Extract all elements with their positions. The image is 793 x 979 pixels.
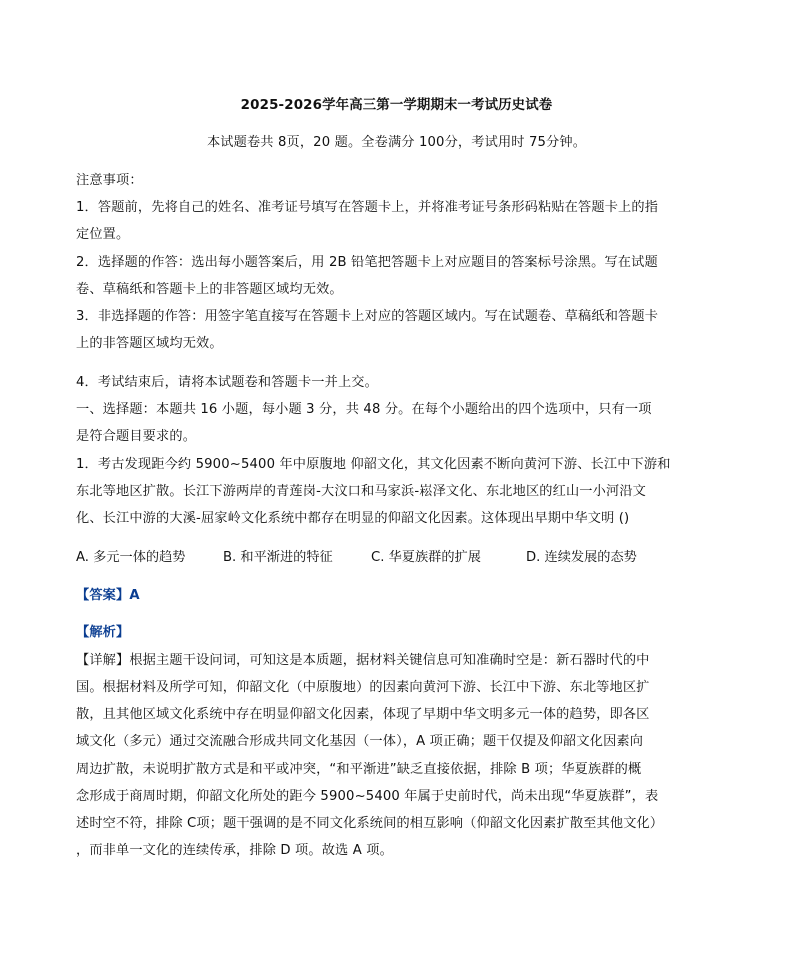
note-line: 4．考试结束后，请将本试题卷和答题卡一并上交。: [76, 375, 378, 390]
page-title: 2025-2026学年高三第一学期期末一考试历史试卷: [240, 98, 553, 113]
analysis-line: 念形成于商周时期，仰韶文化所处的距今 5900~5400 年属于史前时代，尚未出现“华夏族群”，表: [76, 789, 659, 804]
option-d: D. 连续发展的态势: [526, 550, 637, 565]
question-line: 东北等地区扩散。长江下游两岸的青莲岗-大汶口和马家浜-崧泽文化、东北地区的红山一小河沿文: [76, 484, 646, 499]
option-c: C. 华夏族群的扩展: [371, 550, 481, 565]
question-line: 化、长江中游的大溪-屈家岭文化系统中都存在明显的仰韶文化因素。这体现出早期中华文明 (): [76, 511, 630, 526]
section-heading: 是符合题目要求的。: [76, 429, 197, 444]
option-b: B. 和平渐进的特征: [223, 550, 333, 565]
note-line: 上的非答题区域均无效。: [76, 336, 223, 351]
analysis-line: 周边扩散，未说明扩散方式是和平或冲突，“和平渐进”缺乏直接依据，排除 B 项；华夏族群的概: [76, 762, 642, 777]
analysis-line: 述时空不符，排除 C项；题干强调的是不同文化系统间的相互影响（仰韶文化因素扩散至其他文化）: [76, 816, 664, 831]
analysis-line: 散，且其他区域文化系统中存在明显仰韶文化因素，体现了早期中华文明多元一体的趋势，即各区: [76, 707, 650, 722]
note-line: 卷、草稿纸和答题卡上的非答题区域均无效。: [76, 282, 343, 297]
analysis-heading: 【解析】: [76, 625, 130, 640]
section-heading: 一、选择题：本题共 16 小题，每小题 3 分，共 48 分。在每个小题给出的四个选项中，只有一项: [76, 402, 652, 417]
note-line: 定位置。: [76, 227, 130, 242]
analysis-line: ，而非单一文化的连续传承，排除 D 项。故选 A 项。: [76, 843, 393, 858]
question-line: 1．考古发现距今约 5900~5400 年中原腹地 仰韶文化，其文化因素不断向黄河下游、长江中下游和: [76, 457, 671, 472]
analysis-line: 【详解】根据主题干设问词，可知这是本质题，据材料关键信息可知准确时空是：新石器时代的中: [76, 653, 650, 668]
note-line: 1．答题前，先将自己的姓名、准考证号填写在答题卡上，并将准考证号条形码粘贴在答题卡上的指: [76, 200, 659, 215]
note-line: 2．选择题的作答：选出每小题答案后，用 2B 铅笔把答题卡上对应题目的答案标号涂黑。写在试题: [76, 255, 658, 270]
analysis-line: 域文化（多元）通过交流融合形成共同文化基因（一体），A 项正确；题干仅提及仰韶文化因素向: [76, 734, 644, 749]
page-subtitle: 本试题卷共 8页，20 题。全卷满分 100分，考试用时 75分钟。: [206, 135, 587, 150]
option-a: A. 多元一体的趋势: [76, 550, 186, 565]
notes-heading: 注意事项：: [76, 173, 143, 188]
answer-label: 【答案】A: [76, 588, 140, 603]
analysis-line: 国。根据材料及所学可知，仰韶文化（中原腹地）的因素向黄河下游、长江中下游、东北等地区扩: [76, 680, 650, 695]
note-line: 3．非选择题的作答：用签字笔直接写在答题卡上对应的答题区域内。写在试题卷、草稿纸和答题卡: [76, 309, 659, 324]
